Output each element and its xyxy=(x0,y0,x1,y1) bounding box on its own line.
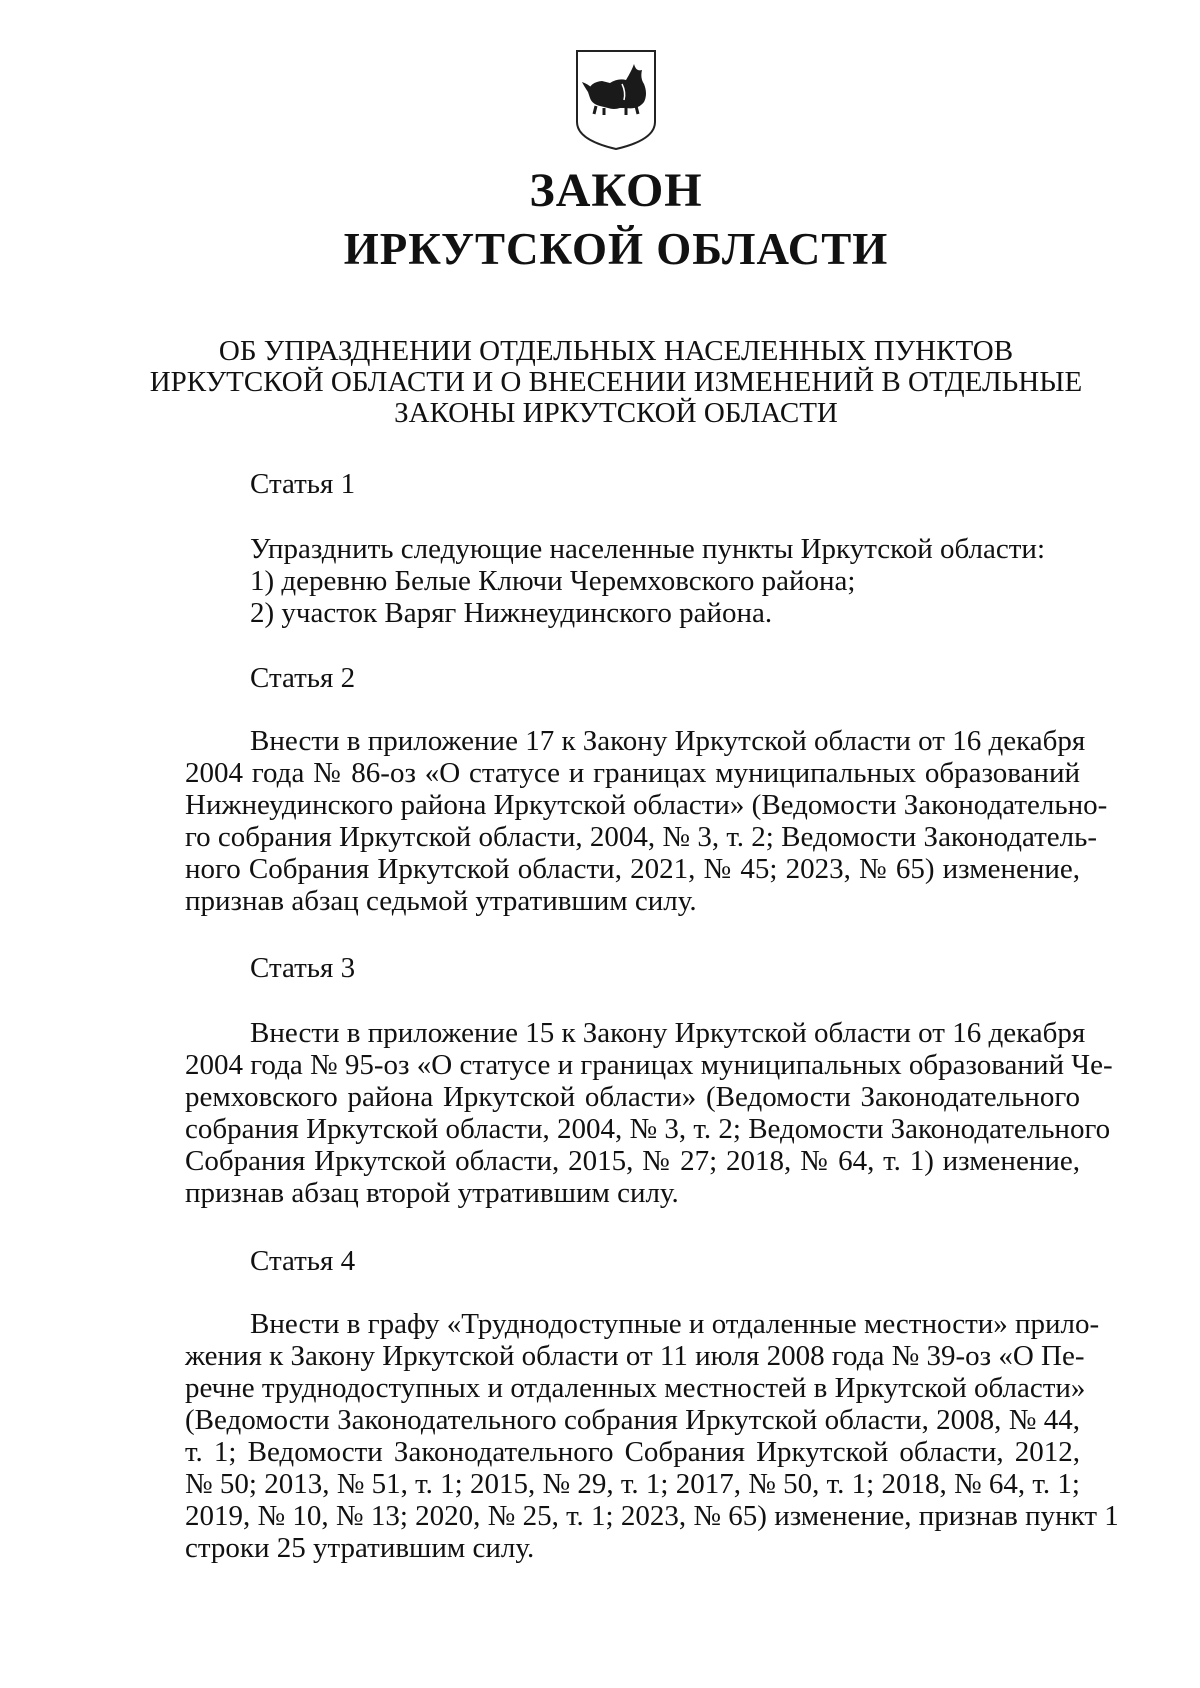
text-line: речне труднодоступных и отдаленных местностей в Иркутской области» xyxy=(185,1372,1086,1404)
coat-of-arms-icon xyxy=(574,48,658,152)
text-line: 2004 года № 95-оз «О статусе и границах муниципальных образований Че- xyxy=(185,1049,1113,1081)
text-line: ремховского района Иркутской области» (Ведомости Законодательного xyxy=(185,1081,1080,1113)
text-line: 2019, № 10, № 13; 2020, № 25, т. 1; 2023, № 65) изменение, признав пункт 1 xyxy=(185,1500,1119,1532)
law-subject xyxy=(140,336,1092,429)
text-line: го собрания Иркутской области, 2004, № 3, т. 2; Ведомости Законодатель- xyxy=(185,821,1098,853)
text-line: признав абзац седьмой утратившим силу. xyxy=(185,885,697,917)
text-line: ного Собрания Иркутской области, 2021, № 45; 2023, № 65) изменение, xyxy=(185,853,1080,885)
article-body xyxy=(185,725,1108,917)
text-line: Внести в приложение 15 к Закону Иркутской области от 16 декабря xyxy=(250,1017,1086,1049)
text-line: строки 25 утратившим силу. xyxy=(185,1532,535,1564)
article-heading: Статья 2 xyxy=(250,662,356,694)
text-line: (Ведомости Законодательного собрания Иркутской области, 2008, № 44, xyxy=(185,1404,1080,1436)
text-line: Внести в графу «Труднодоступные и отдаленные местности» прило- xyxy=(250,1308,1100,1340)
law-subject-line: ИРКУТСКОЙ ОБЛАСТИ И О ВНЕСЕНИИ ИЗМЕНЕНИЙ В ОТДЕЛЬНЫЕ xyxy=(149,366,1083,398)
article-body xyxy=(185,533,1080,629)
text-line: Упразднить следующие населенные пункты Иркутской области: xyxy=(250,533,1046,565)
article-heading: Статья 4 xyxy=(250,1245,356,1277)
text-line: жения к Закону Иркутской области от 11 июля 2008 года № 39-оз «О Пе- xyxy=(185,1340,1085,1372)
law-subject-line: ЗАКОНЫ ИРКУТСКОЙ ОБЛАСТИ xyxy=(394,397,838,429)
text-line: признав абзац второй утратившим силу. xyxy=(185,1177,679,1209)
text-line: 2) участок Варяг Нижнеудинского района. xyxy=(250,597,773,629)
text-line: № 50; 2013, № 51, т. 1; 2015, № 29, т. 1; 2017, № 50, т. 1; 2018, № 64, т. 1; xyxy=(185,1468,1080,1500)
article-body xyxy=(185,1017,1113,1209)
document-title-region: ИРКУТСКОЙ ОБЛАСТИ xyxy=(343,224,889,274)
text-line: Внести в приложение 17 к Закону Иркутской области от 16 декабря xyxy=(250,725,1086,757)
document-title: ЗАКОН xyxy=(529,164,703,217)
text-line: т. 1; Ведомости Законодательного Собрания Иркутской области, 2012, xyxy=(185,1436,1080,1468)
article-heading: Статья 1 xyxy=(250,468,356,500)
article-body xyxy=(185,1308,1119,1564)
article-heading: Статья 3 xyxy=(250,952,356,984)
law-subject-line: ОБ УПРАЗДНЕНИИ ОТДЕЛЬНЫХ НАСЕЛЕННЫХ ПУНКТОВ xyxy=(218,335,1014,367)
text-line: 2004 года № 86-оз «О статусе и границах муниципальных образований xyxy=(185,757,1080,789)
text-line: собрания Иркутской области, 2004, № 3, т. 2; Ведомости Законодательного xyxy=(185,1113,1111,1145)
text-line: Собрания Иркутской области, 2015, № 27; 2018, № 64, т. 1) изменение, xyxy=(185,1145,1080,1177)
text-line: Нижнеудинского района Иркутской области» (Ведомости Законодательно- xyxy=(185,789,1108,821)
text-line: 1) деревню Белые Ключи Черемховского района; xyxy=(250,565,856,597)
